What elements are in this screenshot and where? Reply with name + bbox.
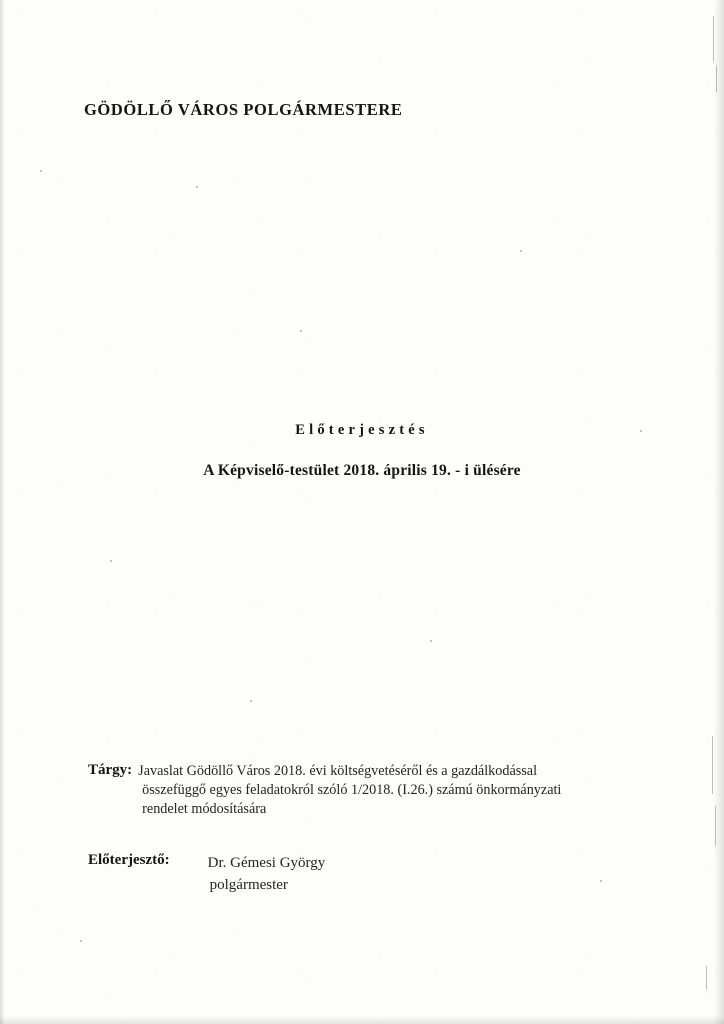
subject-line-3: rendelet módosítására bbox=[142, 801, 267, 817]
scan-speck bbox=[80, 940, 82, 942]
subject-line-1: Javaslat Gödöllő Város 2018. évi költségvetéséről és a gazdálkodással bbox=[138, 763, 538, 779]
document-kind-title: Előterjesztés bbox=[295, 422, 429, 438]
scan-artifact-line bbox=[706, 966, 707, 990]
scan-speck bbox=[300, 330, 302, 332]
page-edge-shadow-left bbox=[0, 0, 5, 1024]
scan-artifact-line bbox=[713, 16, 714, 62]
page-edge-shadow-bottom bbox=[0, 1016, 724, 1024]
scan-speck bbox=[250, 700, 252, 702]
subject-field bbox=[88, 762, 648, 819]
scan-speck bbox=[430, 640, 432, 642]
submitter-role: polgármester bbox=[209, 877, 288, 893]
submitter-label: Előterjesztő: bbox=[88, 852, 170, 868]
scan-speck bbox=[520, 250, 522, 252]
session-subtitle: A Képviselő-testület 2018. április 19. - i ülésére bbox=[203, 462, 521, 479]
submitter-value bbox=[208, 852, 326, 896]
issuing-office-heading: GÖDÖLLŐ VÁROS POLGÁRMESTERE bbox=[84, 100, 403, 119]
scan-speck bbox=[110, 560, 112, 562]
submitter-name: Dr. Gémesi György bbox=[207, 855, 326, 871]
scan-artifact-line bbox=[712, 736, 713, 794]
subject-label: Tárgy: bbox=[88, 762, 133, 778]
scan-artifact-line bbox=[715, 806, 716, 846]
scan-speck bbox=[196, 186, 198, 188]
subject-value bbox=[138, 762, 561, 819]
submitter-field bbox=[88, 852, 648, 896]
scan-speck bbox=[40, 170, 42, 172]
page-edge-shadow-right bbox=[714, 0, 724, 1024]
scan-artifact-line bbox=[716, 66, 717, 92]
subject-line-2: összefüggő egyes feladatokról szóló 1/2018. (I.26.) számú önkormányzati bbox=[142, 782, 562, 798]
